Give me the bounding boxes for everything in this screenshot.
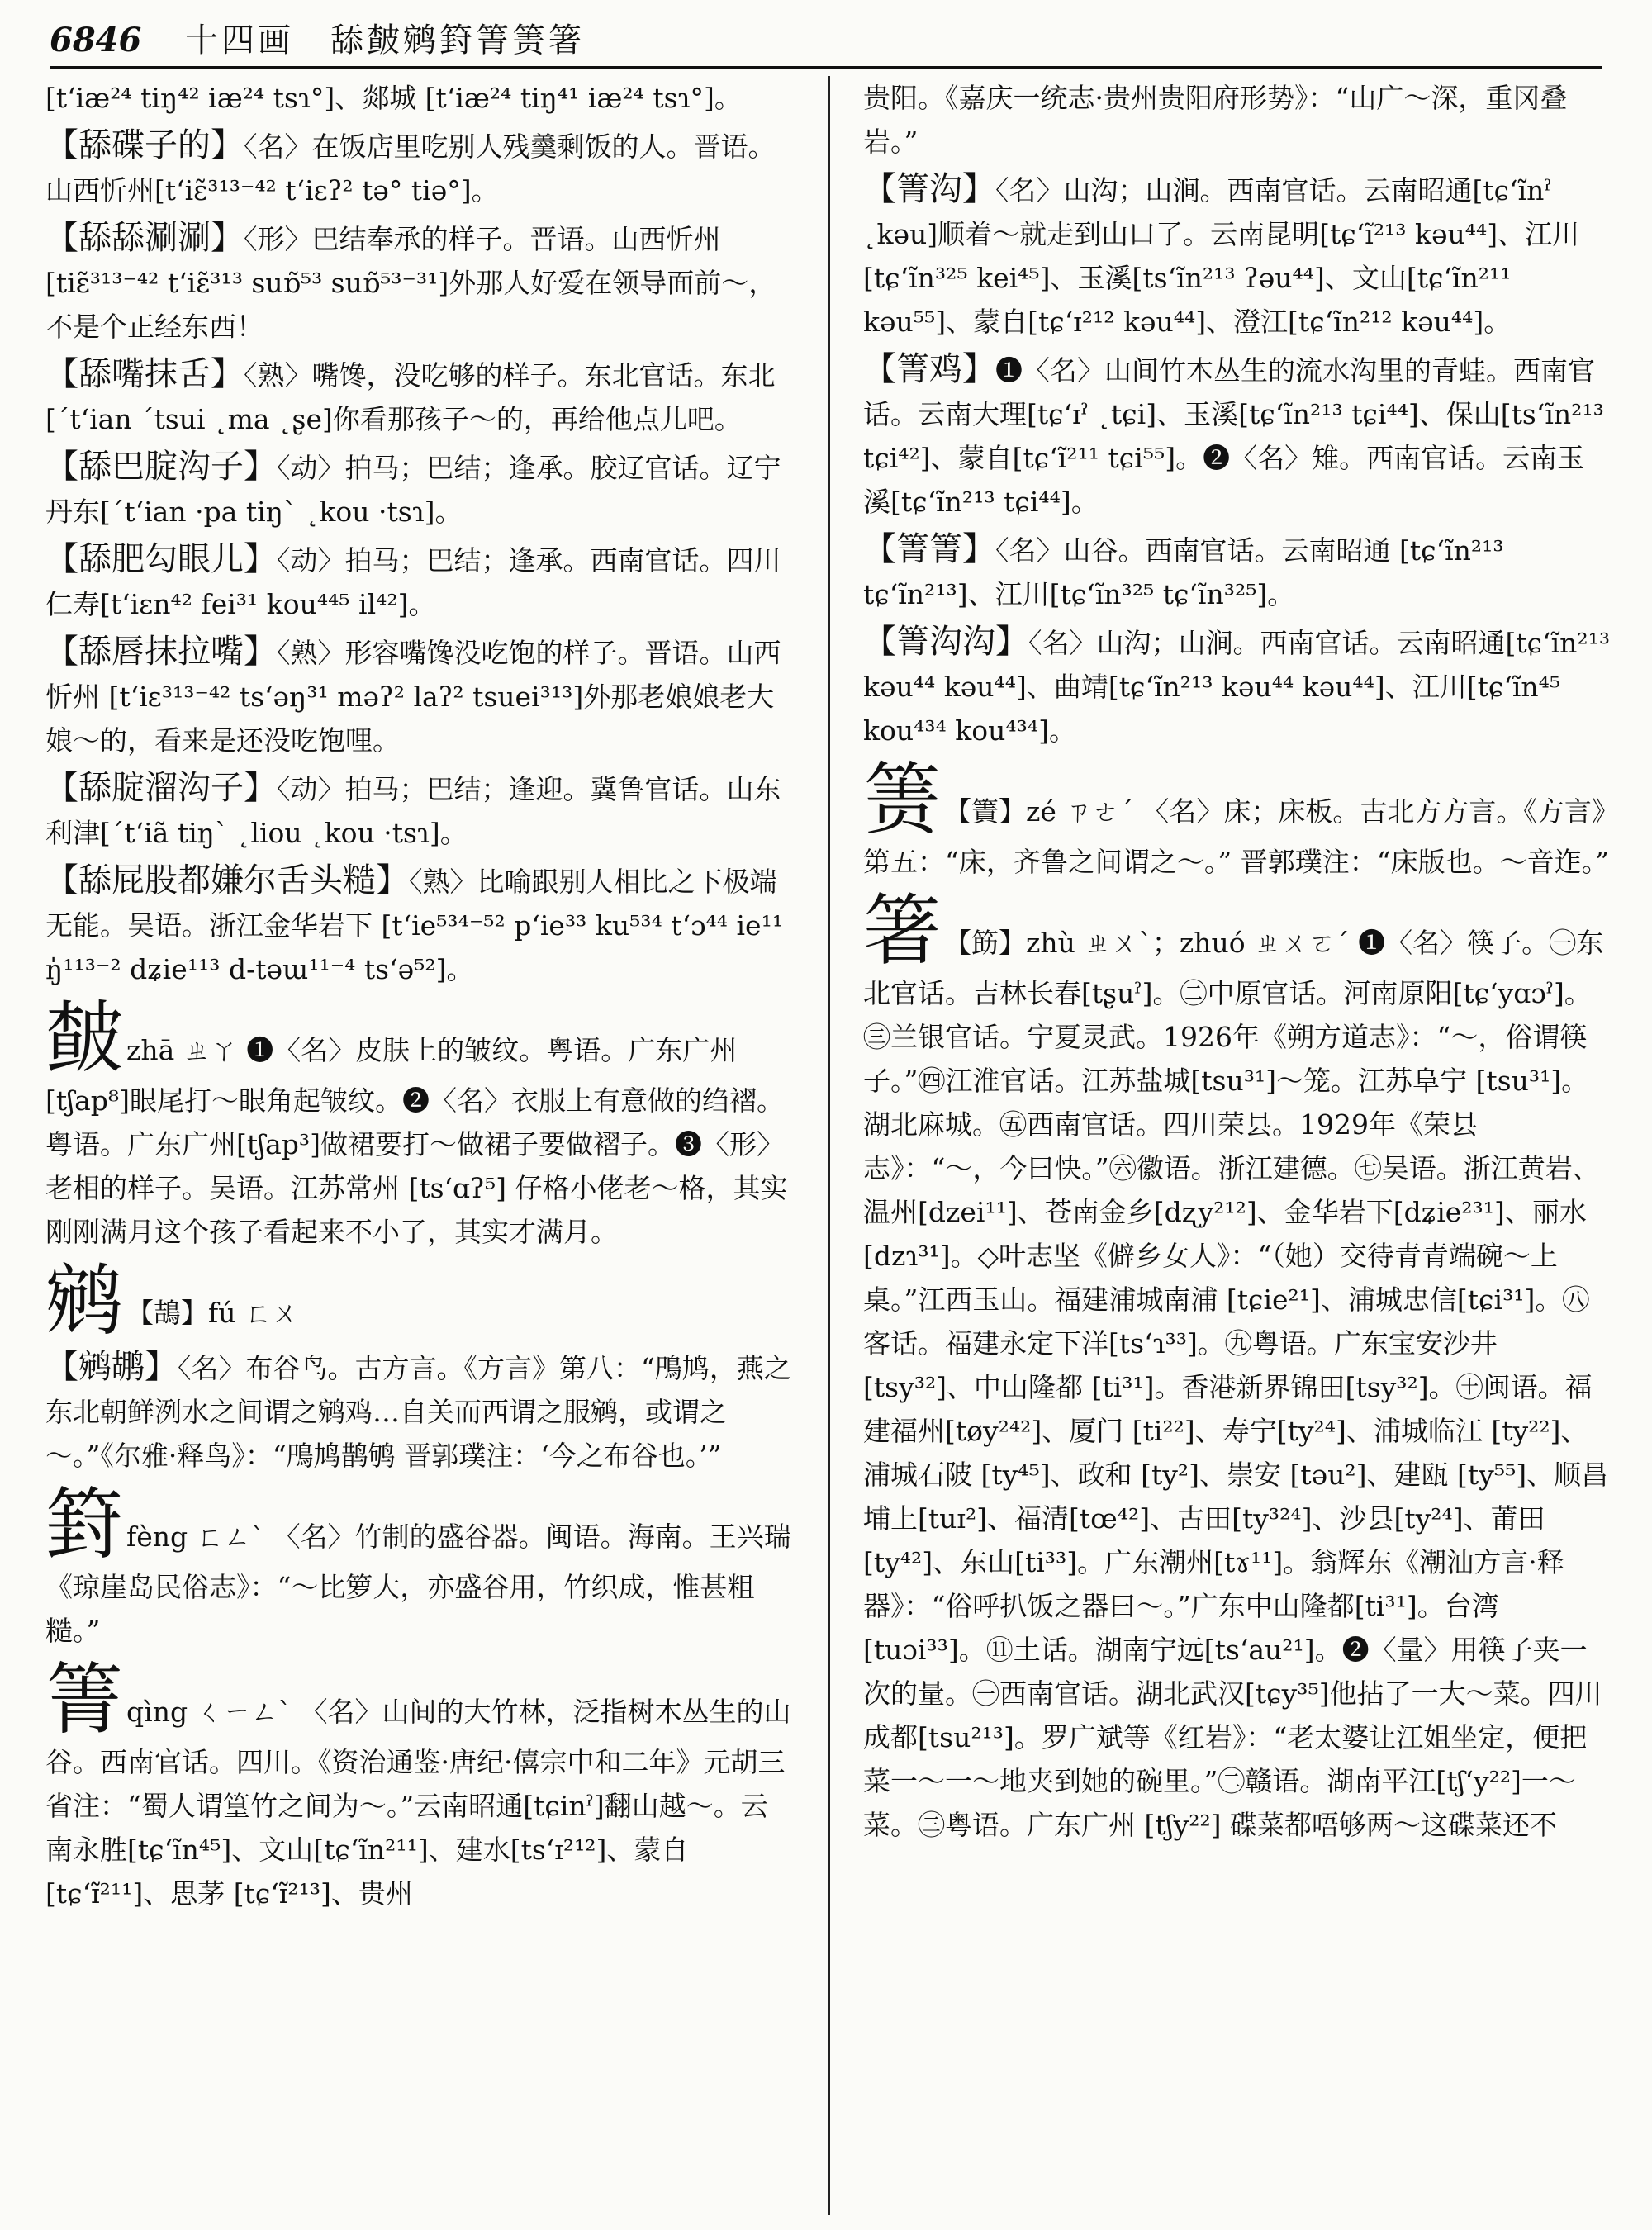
dictionary-entry xyxy=(45,353,793,441)
character-entry xyxy=(45,1655,793,1915)
character-headword: 箦 xyxy=(863,755,942,845)
character-headword: 鹓 xyxy=(45,1256,124,1346)
entry-headword: 【箐箐】 xyxy=(863,530,995,568)
character-entry xyxy=(863,886,1611,1847)
dictionary-entry xyxy=(863,168,1611,344)
entry-headword: 【箐鸡】 xyxy=(863,350,995,388)
dictionary-entry xyxy=(45,766,793,855)
dictionary-entry xyxy=(45,859,793,991)
entry-text: 〈动〉拍马；巴结；逢承。胶辽官话。辽宁丹东[ˊtʻian ·pa tiŋˋ ˛kou ·tsɿ]。 xyxy=(45,452,781,528)
dictionary-entry xyxy=(45,630,793,762)
entry-headword: 【舔唇抹拉嘴】 xyxy=(45,633,277,671)
entry-text: ❶〈名〉山间竹木丛生的流水沟里的青蛙。西南官话。云南大理[tɕʻɪˀ ˛tɕi]、玉溪[tɕʻĩn²¹³ tɕi⁴⁴]、保山[tsʻĩn²¹³ tɕi⁴²]、蒙自[tɕʻĩ²¹¹ tɕi⁵⁵]。❷〈名〉雉。西南官话。云南玉溪[tɕʻĩn²¹³ tɕi⁴⁴]。 xyxy=(863,354,1604,518)
entry-text: fèng ㄈㄥˋ 〈名〉竹制的盛谷器。闽语。海南。王兴瑞《琼崖岛民俗志》：“～比箩大，亦盛谷用，竹织成，惟甚粗糙。” xyxy=(45,1521,791,1647)
dictionary-entry xyxy=(45,216,793,349)
character-headword: 箐 xyxy=(45,1655,124,1745)
dictionary-entry xyxy=(45,445,793,534)
left-column xyxy=(45,76,793,2222)
running-title: 十四画 舔皶鹓篈箐箦箸 xyxy=(185,21,586,59)
entry-headword: 【鹓鹕】 xyxy=(45,1348,178,1386)
entry-headword: 【箐沟】 xyxy=(863,170,995,208)
entry-text: 〈名〉山谷。西南官话。云南昭通 [tɕʻĩn²¹³ tɕʻĩn²¹³]、江川[tɕʻĩn³²⁵ tɕʻĩn³²⁵]。 xyxy=(863,534,1504,610)
entry-headword: 【舔嘴抹舌】 xyxy=(45,355,244,393)
entry-text: 【鴶】fú ㄈㄨ xyxy=(126,1297,299,1329)
entry-text: 【簀】zé ㄗㄜˊ 〈名〉床；床板。古北方方言。《方言》第五：“床，齐鲁之间谓之～。” 晋郭璞注：“床版也。～音迮。” xyxy=(863,795,1609,878)
entry-text: 【筯】zhù ㄓㄨˋ；zhuó ㄓㄨㄛˊ ❶〈名〉筷子。㊀东北官话。吉林长春[tʂuˀ]。㊁中原官话。河南原阳[tɕʻyɑɔˀ]。㊂兰银官话。宁夏灵武。1926年《朔方道志》：“～，俗谓筷子。”㊃江淮官话。江苏盐城[tsu³¹]～笼。江苏阜宁 [tsu³¹]。湖北麻城。㊄西南官话。四川荣县。1929年《荣县志》：“～，今曰快。”㊅徽语。浙江建德。㊆吴语。浙江黄岩、温州[dzei¹¹]、苍南金乡[dʐy²¹²]、金华岩下[dʑie²³¹]、丽水 [dzɿ³¹]。◇叶志坚《僻乡女人》：“（她）交待青青端碗～上桌。”江西玉山。福建浦城南浦 [tɕie²¹]、浦城忠信[tɕi³¹]。㊇客话。福建永定下洋[tsʻɿ³³]。㊈粤语。广东宝安沙井 [tsy³²]、中山隆都 [ti³¹]。香港新界锦田[tsy³²]。㊉闽语。福建福州[tøy²⁴²]、厦门 [ti²²]、寿宁[ty²⁴]、浦城临江 [ty²²]、浦城石陂 [ty⁴⁵]、政和 [ty²]、崇安 [təu²]、建瓯 [ty⁵⁵]、顺昌埔上[tuɪ²]、福清[tœ⁴²]、古田[ty³²⁴]、沙县[ty²⁴]、莆田[ty⁴²]、东山[ti³³]。广东潮州[tɤ¹¹]。翁辉东《潮汕方言·释器》：“俗呼扒饭之器曰～。”广东中山隆都[ti³¹]。台湾 [tuɔi³³]。⑪土话。湖南宁远[tsʻau²¹]。❷〈量〉用筷子夹一次的量。㊀西南官话。湖北武汉[tɕy³⁵]他拈了一大～菜。四川成都[tsu²¹³]。罗广斌等《红岩》：“老太婆让江姐坐定，便把菜一～一～地夹到她的碗里。”㊁赣语。湖南平江[tʃʻy²²]一～菜。㊂粤语。广东广州 [tʃy²²] 碟菜都唔够两～这碟菜还不 xyxy=(863,927,1609,1841)
entry-headword: 【舔碟子的】 xyxy=(45,126,244,164)
entry-headword: 【舔腚溜沟子】 xyxy=(45,769,277,807)
character-entry xyxy=(45,1480,793,1653)
entry-text: zhā ㄓㄚ ❶〈名〉皮肤上的皱纹。粤语。广东广州[tʃap⁸]眼尾打～眼角起皱纹。❷〈名〉衣服上有意做的绉褶。粤语。广东广州[tʃap³]做裙要打～做裙子要做褶子。❸〈形〉老相的样子。吴语。江苏常州 [tsʻɑʔ⁵] 仔格小佬老～格，其实刚刚满月这个孩子看起来不小了，其实才满月。 xyxy=(45,1034,788,1248)
dictionary-entry xyxy=(45,538,793,626)
dictionary-entry xyxy=(45,1345,793,1478)
right-column xyxy=(863,76,1611,2222)
entry-text: 〈名〉在饭店里吃别人残羹剩饭的人。晋语。山西忻州[tʻiɛ̃³¹³⁻⁴² tʻiɛʔ² tə° tiə°]。 xyxy=(45,130,776,206)
dictionary-entry xyxy=(863,528,1611,616)
page-header xyxy=(50,15,1602,69)
entry-text: 〈名〉山沟；山涧。西南官话。云南昭通[tɕʻĩn²¹³ kəu⁴⁴ kəu⁴⁴]、曲靖[tɕʻĩn²¹³ kəu⁴⁴ kəu⁴⁴]、江川[tɕʻĩn⁴⁵ kou⁴³⁴ kou⁴³⁴]。 xyxy=(863,627,1611,747)
entry-continuation: 贵阳。《嘉庆一统志·贵州贵阳府形势》：“山广～深，重冈叠岩。” xyxy=(863,82,1568,158)
page-number: 6846 xyxy=(50,21,142,59)
character-entry xyxy=(863,755,1611,884)
character-entry xyxy=(45,1256,793,1346)
dictionary-entry xyxy=(45,124,793,212)
entry-text: 〈形〉巴结奉承的样子。晋语。山西忻州[tiɛ̃³¹³⁻⁴² tʻiɛ̃³¹³ suɒ̃⁵³ suɒ̃⁵³⁻³¹]外那人好爱在领导面前～，不是个正经东西！ xyxy=(45,223,776,343)
entry-headword: 【舔舔涮涮】 xyxy=(45,219,244,257)
entry-text: 〈名〉布谷鸟。古方言。《方言》第八：“鳲鸠，燕之东北朝鲜洌水之间谓之鹓鸡…自关而西谓之服鹓，或谓之～。”《尔雅·释鸟》：“鳲鸠鹊鸲 晋郭璞注：‘今之布谷也。’” xyxy=(45,1352,791,1472)
dictionary-entry xyxy=(863,348,1611,524)
entry-text: qìng ㄑㄧㄥˋ 〈名〉山间的大竹林，泛指树木丛生的山谷。西南官话。四川。《资治通鉴·唐纪·僖宗中和二年》元胡三省注：“蜀人谓篁竹之间为～。”云南昭通[tɕinˀ]翻山越～。云南永胜[tɕʻĩn⁴⁵]、文山[tɕʻĩn²¹¹]、建水[tsʻɪ²¹²]、蒙自[tɕʻɪ̃²¹¹]、思茅 [tɕʻɪ̃²¹³]、贵州 xyxy=(45,1696,791,1910)
entry-text: 〈动〉拍马；巴结；逢迎。冀鲁官话。山东利津[ˊtʻiã tiŋˋ ˛liou ˛kou ·tsɿ]。 xyxy=(45,773,781,849)
column-divider xyxy=(828,76,830,2215)
entry-text: 〈熟〉比喻跟别人相比之下极端无能。吴语。浙江金华岩下 [tʻie⁵³⁴⁻⁵² pʻie³³ ku⁵³⁴ tʻɔ⁴⁴ ie¹¹ ŋ̍¹¹³⁻² dʑie¹¹³ d-təɯ¹¹⁻⁴ tsʻə⁵²]。 xyxy=(45,866,784,985)
character-headword: 皶 xyxy=(45,994,124,1084)
dictionary-entry xyxy=(863,620,1611,752)
entry-headword: 【舔肥勾眼儿】 xyxy=(45,540,277,578)
entry-headword: 【箐沟沟】 xyxy=(863,623,1028,661)
entry-text: 〈熟〉嘴馋，没吃够的样子。东北官话。东北[ˊtʻian ˊtsui ˛ma ˛ʂe]你看那孩子～的，再给他点儿吧。 xyxy=(45,359,776,435)
entry-text: 〈动〉拍马；巴结；逢承。西南官话。四川仁寿[tʻiɛn⁴² fei³¹ kou⁴⁴⁵ il⁴²]。 xyxy=(45,544,781,620)
entry-headword: 【舔巴腚沟子】 xyxy=(45,448,277,486)
character-headword: 箸 xyxy=(863,886,942,976)
entry-text: 〈名〉山沟；山涧。西南官话。云南昭通[tɕʻĩnˀ ˛kəu]顺着～就走到山口了。云南昆明[tɕʻĩ²¹³ kəu⁴⁴]、江川[tɕʻĩn³²⁵ kei⁴⁵]、玉溪[tsʻĩn²¹³ ʔəu⁴⁴]、文山[tɕʻĩn²¹¹ kəu⁵⁵]、蒙自[tɕʻɪ²¹² kəu⁴⁴]、澄江[tɕʻĩn²¹² kəu⁴⁴]。 xyxy=(863,174,1580,338)
entry-continuation: [tʻiæ²⁴ tiŋ⁴² iæ²⁴ tsɿ°]、郯城 [tʻiæ²⁴ tiŋ⁴¹ iæ²⁴ tsɿ°]。 xyxy=(45,82,742,114)
entry-headword: 【舔屁股都嫌尔舌头糙】 xyxy=(45,861,409,899)
character-headword: 篈 xyxy=(45,1480,124,1570)
character-entry xyxy=(45,994,793,1254)
entry-text: 〈熟〉形容嘴馋没吃饱的样子。晋语。山西忻州 [tʻiɛ³¹³⁻⁴² tsʻəŋ³¹ məʔ² laʔ² tsuei³¹³]外那老娘娘老大娘～的，看来是还没吃饱哩。 xyxy=(45,637,781,757)
